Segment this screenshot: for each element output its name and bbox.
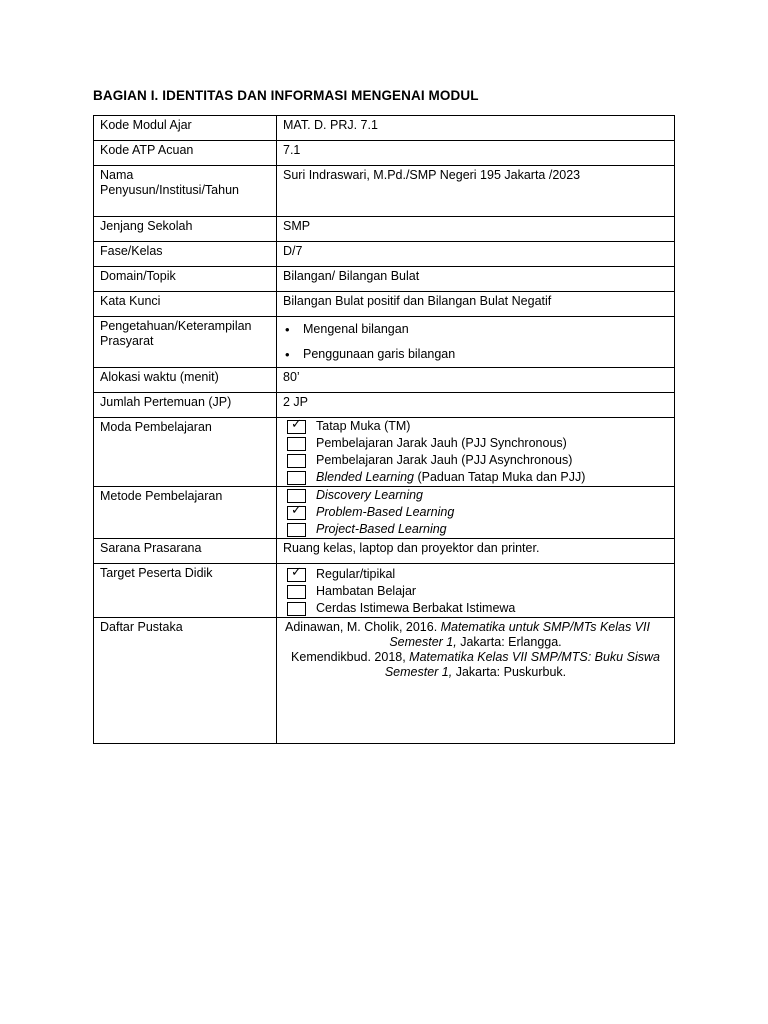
- row-label-line: Prasyarat: [100, 334, 154, 348]
- row-label: Alokasi waktu (menit): [94, 368, 277, 393]
- checkbox[interactable]: [287, 563, 306, 582]
- table-row: [94, 141, 675, 166]
- reference-book-title: Matematika Kelas VII SMP/MTS: Buku Siswa: [409, 650, 660, 664]
- reference-book-volume: Semester 1,: [384, 665, 453, 679]
- list-item: [277, 501, 674, 521]
- check-icon: ✓: [291, 501, 302, 517]
- row-value: Suri Indraswari, M.Pd./SMP Negeri 195 Jakarta /2023: [277, 166, 675, 217]
- option-label: Project-Based Learning: [316, 522, 447, 536]
- reference-line: [283, 650, 668, 665]
- reference-publisher: Jakarta: Puskurbuk.: [452, 665, 567, 679]
- row-label: Jumlah Pertemuan (JP): [94, 393, 277, 418]
- table-row: [94, 618, 675, 744]
- option-label: Discovery Learning: [316, 488, 423, 502]
- list-item: [277, 435, 674, 452]
- row-label: Kata Kunci: [94, 292, 277, 317]
- row-value: Bilangan/ Bilangan Bulat: [277, 267, 675, 292]
- checkbox[interactable]: [287, 471, 306, 485]
- checkbox[interactable]: [287, 602, 306, 616]
- list-item: [277, 563, 674, 583]
- row-label: [94, 317, 277, 368]
- row-value: [277, 317, 675, 368]
- checkbox[interactable]: [287, 489, 306, 503]
- table-row: [94, 418, 675, 487]
- row-label: Kode ATP Acuan: [94, 141, 277, 166]
- row-value: MAT. D. PRJ. 7.1: [277, 116, 675, 141]
- table-row: [94, 539, 675, 564]
- table-row: [94, 317, 675, 368]
- checkbox[interactable]: [287, 415, 306, 434]
- row-label: Target Peserta Didik: [94, 564, 277, 618]
- reference-line: [283, 665, 668, 680]
- row-value: 2 JP: [277, 393, 675, 418]
- check-icon: ✓: [291, 563, 302, 579]
- row-label-line: Penyusun/Institusi/Tahun: [100, 183, 239, 197]
- row-label: Daftar Pustaka: [94, 618, 277, 744]
- row-label: Metode Pembelajaran: [94, 487, 277, 539]
- row-value: SMP: [277, 217, 675, 242]
- table-row: [94, 368, 675, 393]
- table-row: [94, 564, 675, 618]
- reference-book-volume: Semester 1,: [389, 635, 457, 649]
- bullet-list: [283, 317, 668, 367]
- module-identity-table: [93, 115, 675, 744]
- section-title: BAGIAN I. IDENTITAS DAN INFORMASI MENGENAI MODUL: [93, 88, 479, 103]
- table-row: [94, 217, 675, 242]
- table-row: [94, 116, 675, 141]
- row-label: Moda Pembelajaran: [94, 418, 277, 487]
- checkbox[interactable]: [287, 585, 306, 599]
- reference-list: [277, 618, 675, 744]
- checkbox-list: [277, 415, 674, 486]
- row-label-line: Pengetahuan/Keterampilan: [100, 319, 252, 333]
- reference-publisher: Jakarta: Erlangga.: [456, 635, 562, 649]
- checkbox-list: [277, 563, 674, 617]
- table-row: [94, 242, 675, 267]
- row-value: [277, 487, 675, 539]
- checkbox[interactable]: [287, 437, 306, 451]
- option-label: Pembelajaran Jarak Jauh (PJJ Synchronous): [316, 436, 567, 450]
- table-row: [94, 267, 675, 292]
- row-value: Ruang kelas, laptop dan proyektor dan printer.: [277, 539, 675, 564]
- option-label: Regular/tipikal: [316, 567, 396, 581]
- reference-author: Kemendikbud. 2018,: [291, 650, 410, 664]
- row-label-line: Nama: [100, 168, 134, 182]
- option-label: Problem-Based Learning: [316, 505, 455, 519]
- list-item: [277, 521, 674, 538]
- check-icon: ✓: [291, 415, 302, 431]
- table-row: [94, 166, 675, 217]
- list-item: [277, 415, 674, 435]
- row-value: [277, 564, 675, 618]
- option-label: Cerdas Istimewa Berbakat Istimewa: [316, 601, 516, 615]
- checkbox-list: [277, 487, 674, 538]
- reference-line: [283, 635, 668, 650]
- row-value: Bilangan Bulat positif dan Bilangan Bulat Negatif: [277, 292, 675, 317]
- table-row: [94, 487, 675, 539]
- row-label: Fase/Kelas: [94, 242, 277, 267]
- option-label: Hambatan Belajar: [316, 584, 417, 598]
- row-label: Jenjang Sekolah: [94, 217, 277, 242]
- row-value: [277, 415, 675, 487]
- row-value: D/7: [277, 242, 675, 267]
- table-row: [94, 292, 675, 317]
- option-label: (Paduan Tatap Muka dan PJJ): [414, 470, 586, 484]
- table-row: [94, 393, 675, 418]
- list-item: • Penggunaan garis bilangan: [283, 342, 668, 367]
- row-value: 7.1: [277, 141, 675, 166]
- list-item: [277, 469, 674, 486]
- checkbox[interactable]: [287, 523, 306, 537]
- row-value: 80’: [277, 368, 675, 393]
- list-item: [277, 600, 674, 617]
- row-label: Kode Modul Ajar: [94, 116, 277, 141]
- option-label: Pembelajaran Jarak Jauh (PJJ Asynchronous): [316, 453, 573, 467]
- option-label-italic: Blended Learning: [316, 470, 414, 484]
- row-label: Sarana Prasarana: [94, 539, 277, 564]
- reference-author: Adinawan, M. Cholik, 2016.: [285, 620, 441, 634]
- checkbox[interactable]: [287, 454, 306, 468]
- list-item: [277, 452, 674, 469]
- reference-line: [283, 620, 668, 635]
- list-item: [277, 583, 674, 600]
- list-item: • Mengenal bilangan: [283, 317, 668, 342]
- reference-book-title: Matematika untuk SMP/MTs Kelas VII: [440, 620, 650, 634]
- checkbox[interactable]: [287, 501, 306, 520]
- row-label: Domain/Topik: [94, 267, 277, 292]
- row-label: [94, 166, 277, 217]
- list-item: [277, 487, 674, 504]
- option-label: Tatap Muka (TM): [316, 419, 411, 433]
